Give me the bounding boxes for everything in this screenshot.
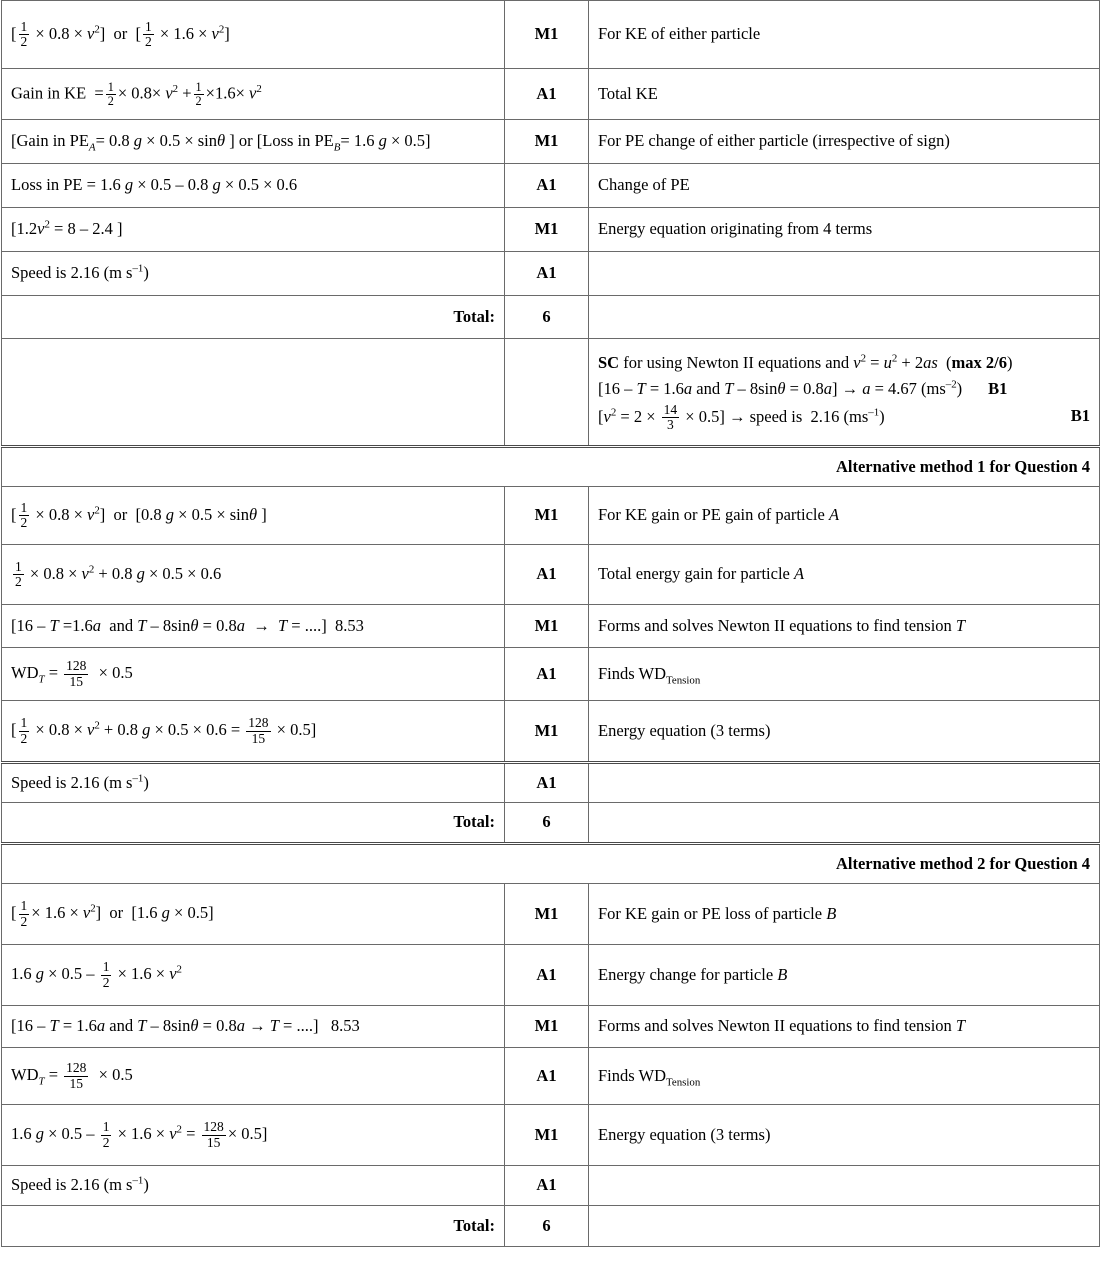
special-case-row <box>2 339 1100 447</box>
sc-line-1: SC for using Newton II equations and $v^2 = u^2 + 2as$ (max 2/6) <box>598 352 1013 372</box>
note-cell <box>589 1206 1100 1247</box>
note-cell: For KE gain or PE gain of particle A <box>589 487 1100 545</box>
note-cell <box>589 252 1100 296</box>
working-cell: $WD_T$ = $\frac{128}{15}$ × 0.5 <box>2 1048 505 1105</box>
working-cell: Speed is 2.16 (m $s^{-1}$) <box>2 763 505 803</box>
total-row <box>2 1206 1100 1247</box>
mark-cell: M1 <box>505 1006 589 1048</box>
working-cell: [ $\frac{1}{2}$ × $0.8 \times v^2 + 0.8$ g × 0.5 × 0.6 = $\frac{128}{15}$ × 0.5] <box>2 701 505 763</box>
working-cell: [16 – T =1.6a and T – 8sinθ = 0.8a → T = ....] 8.53 <box>2 605 505 648</box>
note-cell: Energy equation (3 terms) <box>589 1105 1100 1166</box>
table-row <box>2 1105 1100 1166</box>
special-case-note <box>589 339 1100 447</box>
sc-line-3-text: [$v^2 = 2$ × $\frac{14}{3}$ × 0.5] → speed is 2.16 $(ms^{-1})$ <box>598 402 885 433</box>
working-cell: [ $\frac{1}{2}$ × $1.6 \times v^2$] or [1.6 g × 0.5] <box>2 884 505 945</box>
table-row <box>2 945 1100 1006</box>
mark-cell: A1 <box>505 763 589 803</box>
table-row <box>2 208 1100 252</box>
working-cell: [ $\frac{1}{2}$ × $0.8 \times v^2$] or [0.8 g × 0.5 × sinθ ] <box>2 487 505 545</box>
note-cell: For PE change of either particle (irrespective of sign) <box>589 120 1100 164</box>
mark-cell: A1 <box>505 648 589 701</box>
working-cell: Speed is 2.16 (m $s^{-1}$) <box>2 252 505 296</box>
table-row <box>2 487 1100 545</box>
special-case-block <box>598 348 1090 437</box>
mark-cell: A1 <box>505 1048 589 1105</box>
mark-cell: M1 <box>505 120 589 164</box>
note-cell: Energy equation originating from 4 terms <box>589 208 1100 252</box>
table-row <box>2 605 1100 648</box>
table-row <box>2 884 1100 945</box>
working-cell: [16 – T = 1.6a and T – 8sinθ = 0.8a → T = ....] 8.53 <box>2 1006 505 1048</box>
mark-cell: M1 <box>505 487 589 545</box>
total-value: 6 <box>505 296 589 339</box>
working-cell: Gain in KE = $\frac{1}{2}$ × $0.8\times v^2$ + $\frac{1}{2}$ $\times 1.6\times v^2$ <box>2 69 505 120</box>
total-value: 6 <box>505 1206 589 1247</box>
table-row <box>2 648 1100 701</box>
note-cell: Energy equation (3 terms) <box>589 701 1100 763</box>
mark-cell: M1 <box>505 605 589 648</box>
note-cell <box>589 763 1100 803</box>
table-row <box>2 1 1100 69</box>
table-row <box>2 545 1100 605</box>
mark-cell: A1 <box>505 69 589 120</box>
mark-scheme-table <box>1 0 1100 1247</box>
table-row <box>2 1166 1100 1206</box>
alt1-heading-row <box>2 447 1100 487</box>
mark-cell <box>505 339 589 447</box>
table-row <box>2 701 1100 763</box>
working-cell: $\frac{1}{2}$ × $0.8 \times v^2 + 0.8$ g × 0.5 × 0.6 <box>2 545 505 605</box>
mark-cell: A1 <box>505 164 589 208</box>
working-cell: [ $\frac{1}{2}$ × $0.8 \times v^2$] or [ $\frac{1}{2}$ × $1.6 \times v^2$] <box>2 1 505 69</box>
table-row <box>2 164 1100 208</box>
alt2-heading: Alternative method 2 for Question 4 <box>2 844 1100 884</box>
table-row <box>2 1006 1100 1048</box>
sc-line-3 <box>598 403 1090 432</box>
note-cell: For KE of either particle <box>589 1 1100 69</box>
working-cell: Loss in PE = 1.6 g × 0.5 – 0.8 g × 0.5 × 0.6 <box>2 164 505 208</box>
note-cell: Energy change for particle B <box>589 945 1100 1006</box>
total-row <box>2 803 1100 844</box>
note-cell <box>589 296 1100 339</box>
mark-cell: M1 <box>505 1105 589 1166</box>
table-row <box>2 120 1100 164</box>
mark-cell: A1 <box>505 1166 589 1206</box>
total-value: 6 <box>505 803 589 844</box>
sc-line-2 <box>598 376 1090 403</box>
mark-cell: M1 <box>505 1 589 69</box>
note-cell <box>589 1166 1100 1206</box>
total-row <box>2 296 1100 339</box>
alt2-heading-row <box>2 844 1100 884</box>
working-cell: 1.6 g × 0.5 – $\frac{1}{2}$ × $1.6 \times v^2$ = $\frac{128}{15}$ × 0.5] <box>2 1105 505 1166</box>
note-cell: Forms and solves Newton II equations to find tension T <box>589 605 1100 648</box>
mark-cell: M1 <box>505 701 589 763</box>
working-cell: $WD_T$ = $\frac{128}{15}$ × 0.5 <box>2 648 505 701</box>
working-cell: [$1.2v^2 = 8 - 2.4$ ] <box>2 208 505 252</box>
working-cell: Speed is 2.16 (m $s^{-1}$) <box>2 1166 505 1206</box>
mark-cell: A1 <box>505 545 589 605</box>
note-cell: Change of PE <box>589 164 1100 208</box>
table-row <box>2 69 1100 120</box>
sc-line-2-mark: B1 <box>988 379 1008 399</box>
working-cell: 1.6 g × 0.5 – $\frac{1}{2}$ × $1.6 \times v^2$ <box>2 945 505 1006</box>
working-cell <box>2 339 505 447</box>
note-cell: Forms and solves Newton II equations to find tension T <box>589 1006 1100 1048</box>
note-cell: Finds $WD_{Tension}$ <box>589 1048 1100 1105</box>
table-row <box>2 1048 1100 1105</box>
working-cell: [Gain in $PE_A= 0.8$ g × 0.5 × sinθ ] or [Loss in $PE_B= 1.6$ g × 0.5] <box>2 120 505 164</box>
note-cell: Total KE <box>589 69 1100 120</box>
note-cell: For KE gain or PE loss of particle B <box>589 884 1100 945</box>
note-cell: Finds $WD_{Tension}$ <box>589 648 1100 701</box>
note-cell: Total energy gain for particle A <box>589 545 1100 605</box>
total-label: Total: <box>2 1206 505 1247</box>
total-label: Total: <box>2 803 505 844</box>
mark-cell: A1 <box>505 945 589 1006</box>
alt1-heading: Alternative method 1 for Question 4 <box>2 447 1100 487</box>
sc-line-2-text: [16 – T = 1.6a and T – 8sinθ = 0.8a] → a = 4.67 $(ms^{-2})$ <box>598 378 963 399</box>
total-label: Total: <box>2 296 505 339</box>
table-row <box>2 252 1100 296</box>
table-body <box>2 1 1100 1247</box>
table-row <box>2 763 1100 803</box>
mark-cell: A1 <box>505 252 589 296</box>
mark-cell: M1 <box>505 208 589 252</box>
mark-cell: M1 <box>505 884 589 945</box>
note-cell <box>589 803 1100 844</box>
sc-line-3-mark: B1 <box>1070 406 1090 426</box>
